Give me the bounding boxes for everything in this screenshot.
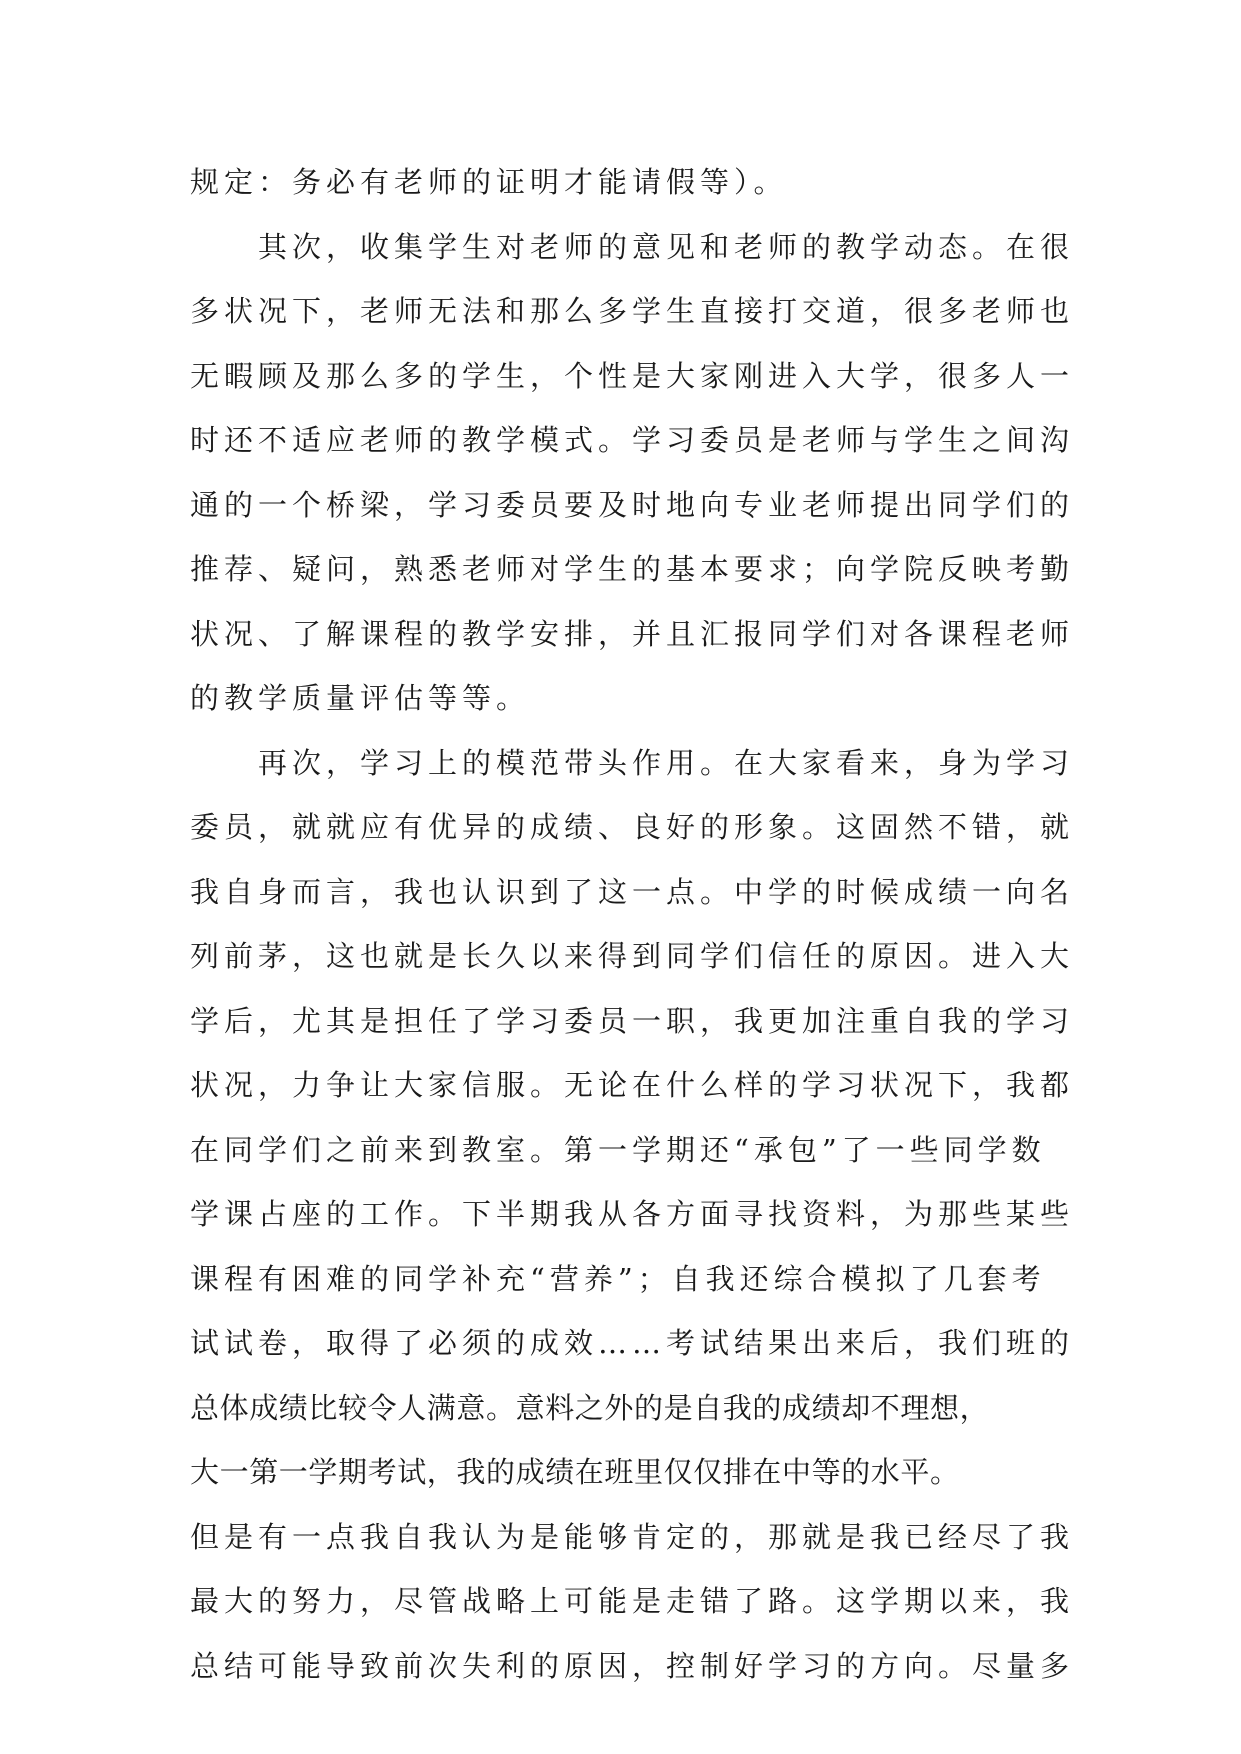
text-line: 无暇顾及那么多的学生，个性是大家刚进入大学，很多人一: [190, 358, 1075, 393]
text-line: 委员，就就应有优异的成绩、良好的形象。这固然不错，就: [190, 810, 1075, 844]
paragraph-start-line: 其次，收集学生对老师的意见和老师的教学动态。在很: [258, 229, 1075, 264]
text-line: 通的一个桥梁，学习委员要及时地向专业老师提出同学们的: [190, 487, 1075, 522]
text-line: 最大的努力，尽管战略上可能是走错了路。这学期以来，我: [190, 1584, 1075, 1618]
text-line: 课程有困难的同学补充“营养”；自我还综合模拟了几套考: [190, 1261, 1046, 1296]
text-line: 多状况下，老师无法和那么多学生直接打交道，很多老师也: [190, 294, 1075, 328]
text-line: 但是有一点我自我认为是能够肯定的，那就是我已经尽了我: [190, 1519, 1075, 1554]
text-line: 时还不适应老师的教学模式。学习委员是老师与学生之间沟: [190, 423, 1075, 457]
text-line: 学课占座的工作。下半期我从各方面寻找资料，为那些某些: [190, 1197, 1075, 1231]
text-line: 总体成绩比较令人满意。意料之外的是自我的成绩却不理想，: [190, 1390, 990, 1425]
text-line: 总结可能导致前次失利的原因，控制好学习的方向。尽量多: [190, 1648, 1075, 1683]
text-line: 的教学质量评估等等。: [190, 681, 531, 715]
text-line: 大一第一学期考试，我的成绩在班里仅仅排在中等的水平。: [190, 1455, 960, 1489]
text-line: 推荐、疑问，熟悉老师对学生的基本要求；向学院反映考勤: [190, 552, 1075, 586]
text-line: 状况、了解课程的教学安排，并且汇报同学们对各课程老师: [190, 616, 1075, 651]
text-line: 规定：务必有老师的证明才能请假等）。: [190, 165, 788, 199]
text-line: 我自身而言，我也认识到了这一点。中学的时候成绩一向名: [190, 874, 1075, 909]
text-line: 试试卷，取得了必须的成效……考试结果出来后，我们班的: [190, 1326, 1075, 1360]
text-line: 在同学们之前来到教室。第一学期还“承包”了一些同学数: [190, 1132, 1046, 1167]
text-line: 学后，尤其是担任了学习委员一职，我更加注重自我的学习: [190, 1003, 1075, 1038]
text-line: 状况，力争让大家信服。无论在什么样的学习状况下，我都: [190, 1068, 1075, 1102]
text-line: 列前茅，这也就是长久以来得到同学们信任的原因。进入大: [190, 939, 1075, 973]
paragraph-start-line: 再次，学习上的模范带头作用。在大家看来，身为学习: [258, 745, 1075, 780]
body-text: [190, 150, 1075, 1698]
